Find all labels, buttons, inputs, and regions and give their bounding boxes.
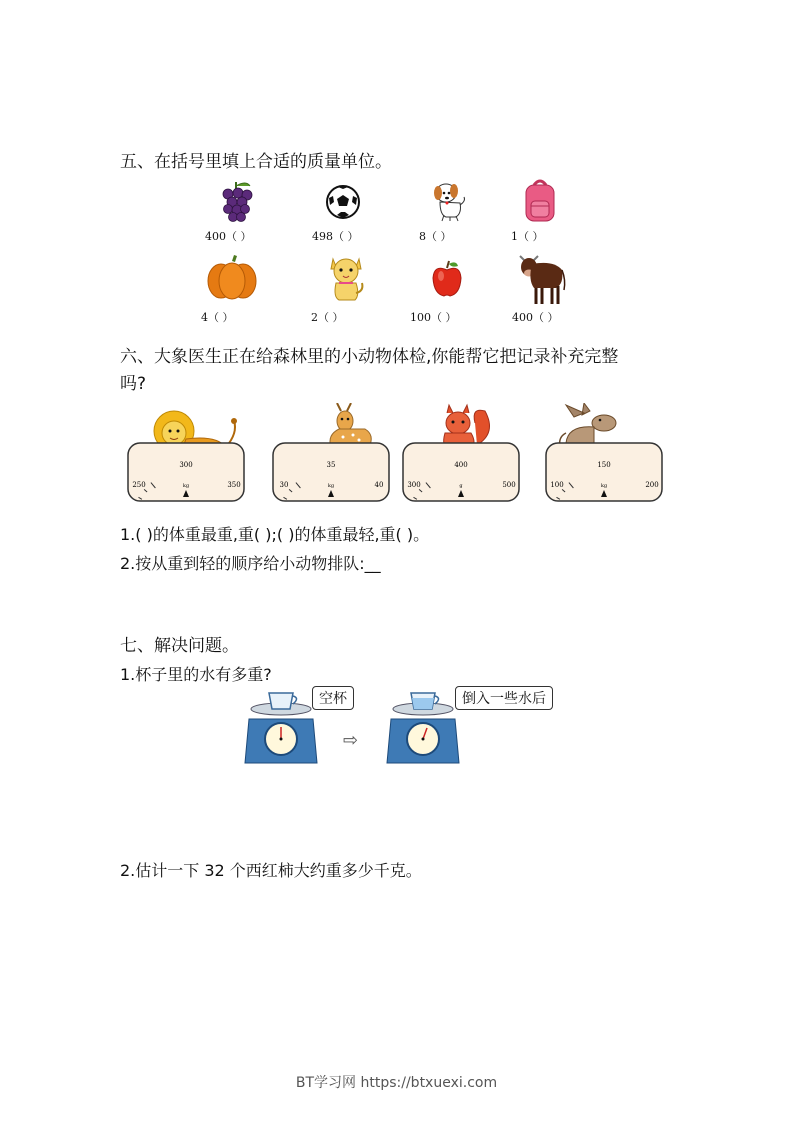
- empty-cup-callout: [312, 686, 354, 710]
- dial-tick: [289, 489, 292, 492]
- arrow-right-icon: ⇨: [343, 730, 359, 751]
- empty-cup-label: 空杯: [312, 686, 354, 710]
- dial-center-label: 400: [454, 461, 468, 469]
- section5-title: 五、在括号里填上合适的质量单位。: [120, 152, 392, 172]
- item-label-apple: 100（ ）: [410, 311, 457, 324]
- scale-empty-cup: [243, 685, 319, 765]
- scale-filled-cup: [385, 685, 461, 765]
- dial-left-label: 300: [407, 481, 421, 489]
- soccer-ball-icon: [325, 184, 361, 220]
- dial-tick: [569, 483, 574, 488]
- dial-tick: [151, 483, 156, 488]
- dial-squirrel: [401, 455, 521, 501]
- section7-question1: 1.杯子里的水有多重?: [120, 665, 272, 684]
- dial-center-label: 35: [326, 461, 336, 469]
- dial-center-label: 300: [179, 461, 193, 469]
- dial-left-label: 30: [279, 481, 289, 489]
- item-label-cow: 400（ ）: [512, 311, 559, 324]
- cup-icon: [269, 693, 293, 709]
- dial-right-label: 350: [227, 481, 241, 489]
- dial-left-label: 250: [132, 481, 146, 489]
- dial-tick: [144, 489, 147, 492]
- section6-title-line1: 六、大象医生正在给森林里的小动物体检,你能帮它把记录补充完整: [120, 347, 619, 367]
- dial-tick: [557, 497, 560, 499]
- apple-icon: [430, 260, 464, 298]
- section6-title-line2: 吗?: [120, 374, 147, 394]
- dial-deer: [271, 455, 391, 501]
- item-label-puppy: 8（ ）: [419, 230, 452, 243]
- dial-tick: [139, 497, 142, 499]
- dial-tick: [414, 497, 417, 499]
- section7-title: 七、解决问题。: [120, 636, 239, 656]
- dial-right-label: 500: [502, 481, 516, 489]
- dial-unit-label: kg: [600, 483, 608, 489]
- dial-lion: [126, 455, 246, 501]
- after-pour-label: 倒入一些水后: [455, 686, 553, 710]
- dial-pointer: [458, 490, 464, 497]
- dial-tick: [296, 483, 301, 488]
- pumpkin-icon: [205, 255, 259, 301]
- dial-unit-label: g: [459, 483, 463, 489]
- dial-pointer: [183, 490, 189, 497]
- item-label-ball: 498（ ）: [312, 230, 359, 243]
- dial-pointer: [601, 490, 607, 497]
- dial-unit-label: kg: [327, 483, 335, 489]
- dial-tick: [419, 489, 422, 492]
- item-label-backpack: 1（ ）: [511, 230, 544, 243]
- section6-question1: 1.( )的体重最重,重( );( )的体重最轻,重( )。: [120, 525, 430, 544]
- dial-tick: [426, 483, 431, 488]
- dial-tick: [284, 497, 287, 499]
- footer-watermark: BT学习网 https://btxuexi.com: [295, 1075, 498, 1091]
- item-label-cat: 2（ ）: [311, 311, 344, 324]
- dial-right-label: 40: [374, 481, 384, 489]
- section6-question2: 2.按从重到轻的顺序给小动物排队:__: [120, 554, 381, 573]
- item-label-pumpkin: 4（ ）: [201, 311, 234, 324]
- backpack-icon: [520, 177, 560, 225]
- after-pour-callout: [455, 686, 553, 710]
- dial-donkey: [544, 455, 664, 501]
- dial-unit-label: kg: [182, 483, 190, 489]
- dial-left-label: 100: [550, 481, 564, 489]
- dial-right-label: 200: [645, 481, 659, 489]
- puppy-icon: [430, 181, 468, 223]
- cat-icon: [327, 253, 365, 303]
- dial-tick: [562, 489, 565, 492]
- grapes-icon: [218, 180, 254, 224]
- dial-pointer: [328, 490, 334, 497]
- section7-question2: 2.估计一下 32 个西红柿大约重多少千克。: [120, 861, 422, 880]
- cow-icon: [514, 250, 568, 308]
- item-label-grapes: 400（ ）: [205, 230, 252, 243]
- dial-center-label: 150: [597, 461, 611, 469]
